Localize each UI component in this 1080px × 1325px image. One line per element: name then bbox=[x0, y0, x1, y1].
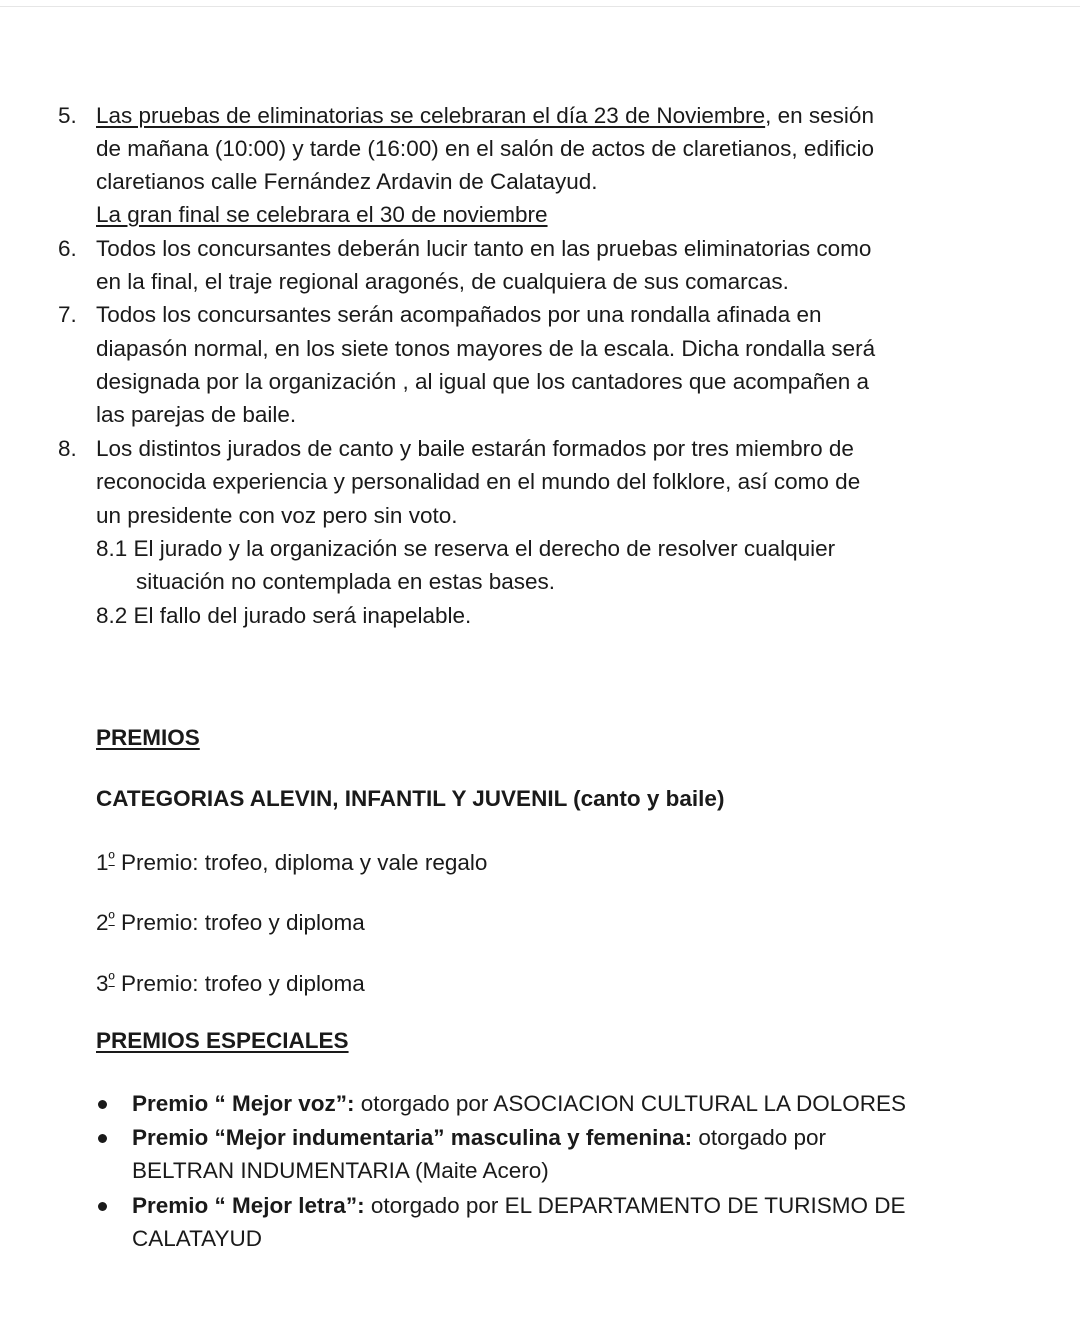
item-5-final-underlined: La gran final se celebrara el 30 de noviembre bbox=[96, 202, 548, 227]
prize-3-number: $3^º$ bbox=[96, 970, 115, 996]
item-5-line1-rest: , en sesión bbox=[765, 103, 874, 128]
prize-1-number: $1^º$ bbox=[96, 849, 115, 875]
special-prize-2-title: Premio “Mejor indumentaria” masculina y femenina: bbox=[132, 1125, 693, 1150]
item-7-line3: designada por la organización , al igual que los cantadores que acompañen a bbox=[96, 369, 870, 394]
prize-1 bbox=[96, 843, 487, 879]
item-6-line2: en la final, el traje regional aragonés, de cualquiera de sus comarcas. bbox=[96, 269, 789, 294]
item-8-line1: Los distintos jurados de canto y baile estarán formados por tres miembro de bbox=[96, 436, 854, 461]
special-prize-2 bbox=[132, 1122, 826, 1154]
special-prize-1 bbox=[132, 1088, 906, 1120]
category-heading: CATEGORIAS ALEVIN, INFANTIL Y JUVENIL (canto y baile) bbox=[96, 786, 725, 811]
item-7-line2: diapasón normal, en los siete tonos mayores de la escala. Dicha rondalla será bbox=[96, 336, 876, 361]
prize-3-text: Premio: trofeo y diploma bbox=[114, 970, 365, 996]
item-5-date-underlined: Las pruebas de eliminatorias se celebraran el día 23 de Noviembre bbox=[96, 103, 766, 128]
bullet-icon bbox=[98, 1202, 107, 1211]
item-8-1-line1: 8.1 El jurado y la organización se reserva el derecho de resolver cualquier bbox=[96, 536, 836, 561]
item-7-number: 7. bbox=[58, 302, 77, 327]
special-prize-3 bbox=[132, 1190, 906, 1222]
item-6-line1: Todos los concursantes deberán lucir tanto en las pruebas eliminatorias como bbox=[96, 236, 872, 261]
prize-2 bbox=[96, 903, 365, 939]
especiales-heading: PREMIOS ESPECIALES bbox=[96, 1028, 349, 1053]
item-8-2: 8.2 El fallo del jurado será inapelable. bbox=[96, 603, 472, 628]
item-5-line1 bbox=[96, 100, 874, 132]
item-5-line3: claretianos calle Fernández Ardavin de Calatayud. bbox=[96, 169, 598, 194]
bullet-icon bbox=[98, 1134, 107, 1143]
prize-2-number: $2^º$ bbox=[96, 909, 115, 935]
special-prize-1-title: Premio “ Mejor voz”: bbox=[132, 1091, 355, 1116]
special-prize-2-text: otorgado por bbox=[692, 1125, 827, 1150]
special-prize-3-line2: CALATAYUD bbox=[132, 1226, 263, 1251]
prize-3 bbox=[96, 964, 365, 1000]
bullet-icon bbox=[98, 1100, 107, 1109]
special-prize-1-text: otorgado por ASOCIACION CULTURAL LA DOLORES bbox=[354, 1091, 907, 1116]
item-6-number: 6. bbox=[58, 236, 77, 261]
item-7-line1: Todos los concursantes serán acompañados por una rondalla afinada en bbox=[96, 302, 822, 327]
premios-heading: PREMIOS bbox=[96, 725, 200, 750]
top-divider bbox=[0, 6, 1080, 7]
item-8-number: 8. bbox=[58, 436, 77, 461]
special-prize-3-text: otorgado por EL DEPARTAMENTO DE TURISMO DE bbox=[364, 1193, 906, 1218]
item-5-line2: de mañana (10:00) y tarde (16:00) en el salón de actos de claretianos, edificio bbox=[96, 136, 874, 161]
special-prize-2-line2: BELTRAN INDUMENTARIA (Maite Acero) bbox=[132, 1158, 549, 1183]
item-7-line4: las parejas de baile. bbox=[96, 402, 297, 427]
item-8-line3: un presidente con voz pero sin voto. bbox=[96, 503, 458, 528]
special-prize-3-title: Premio “ Mejor letra”: bbox=[132, 1193, 365, 1218]
item-8-1-line2: situación no contemplada en estas bases. bbox=[136, 569, 556, 594]
item-8-line2: reconocida experiencia y personalidad en el mundo del folklore, así como de bbox=[96, 469, 861, 494]
prize-2-text: Premio: trofeo y diploma bbox=[114, 909, 365, 935]
prize-1-text: Premio: trofeo, diploma y vale regalo bbox=[114, 849, 488, 875]
item-5-number: 5. bbox=[58, 103, 77, 128]
